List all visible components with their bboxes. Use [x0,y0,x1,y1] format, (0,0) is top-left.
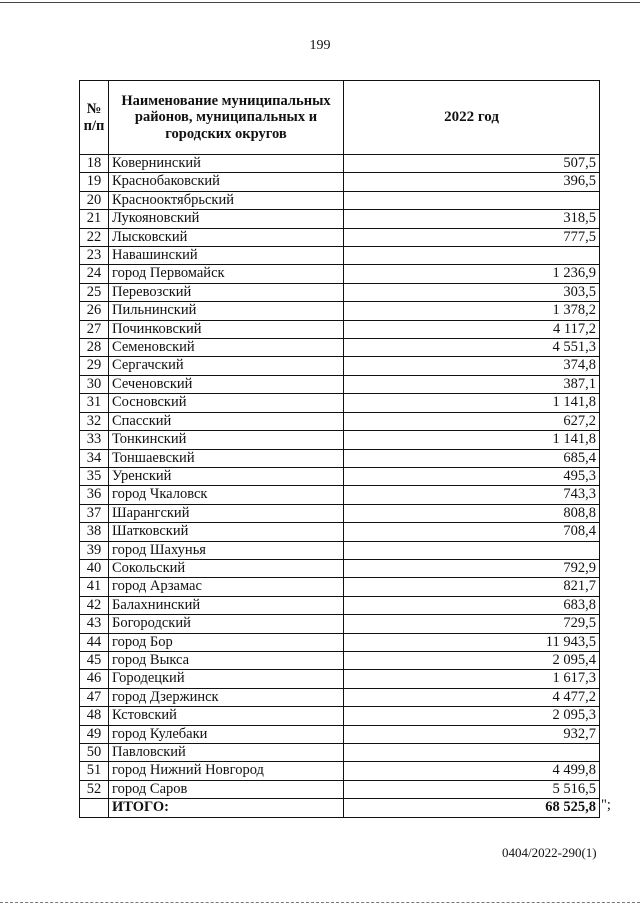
row-value: 627,2 [344,412,600,430]
row-name: Тонкинский [109,431,344,449]
row-number: 20 [80,191,109,209]
row-number: 48 [80,707,109,725]
table-row [80,633,600,651]
table-row [80,541,600,559]
closing-quote-mark: "; [601,797,611,813]
row-value: 387,1 [344,375,600,393]
table-row [80,688,600,706]
row-name: Сокольский [109,559,344,577]
row-name: Шарангский [109,504,344,522]
total-number-cell [80,799,109,817]
table-row [80,302,600,320]
table-row [80,173,600,191]
row-number: 30 [80,375,109,393]
table-row [80,725,600,743]
row-number: 49 [80,725,109,743]
row-value: 4 477,2 [344,688,600,706]
row-value: 685,4 [344,449,600,467]
row-number: 38 [80,523,109,541]
row-value: 808,8 [344,504,600,522]
row-number: 34 [80,449,109,467]
table-row [80,559,600,577]
table-footer [80,799,600,817]
row-number: 18 [80,155,109,173]
row-name: Перевозский [109,283,344,301]
row-name: Богородский [109,615,344,633]
row-name: Навашинский [109,247,344,265]
row-value [344,541,600,559]
row-value: 11 943,5 [344,633,600,651]
row-name: Балахнинский [109,596,344,614]
budget-table [79,80,600,818]
total-value: 68 525,8 [344,799,600,817]
row-name: Павловский [109,744,344,762]
row-number: 46 [80,670,109,688]
row-value: 4 117,2 [344,320,600,338]
row-number: 52 [80,780,109,798]
row-number: 40 [80,559,109,577]
row-number: 44 [80,633,109,651]
document-code: 0404/2022-290(1) [502,845,597,860]
table-row [80,155,600,173]
row-value: 1 141,8 [344,394,600,412]
row-number: 47 [80,688,109,706]
table-row [80,467,600,485]
row-number: 19 [80,173,109,191]
table-header [80,81,600,155]
total-label: ИТОГО: [109,799,344,817]
table-row [80,339,600,357]
table-row [80,320,600,338]
row-number: 32 [80,412,109,430]
header-row [80,81,600,155]
table-row [80,283,600,301]
table-row [80,357,600,375]
row-value: 777,5 [344,228,600,246]
row-value [344,744,600,762]
row-value: 1 378,2 [344,302,600,320]
row-name: город Чкаловск [109,486,344,504]
table-row [80,762,600,780]
row-name: Сергачский [109,357,344,375]
row-number: 36 [80,486,109,504]
row-value: 729,5 [344,615,600,633]
row-value: 683,8 [344,596,600,614]
row-number: 43 [80,615,109,633]
row-value: 2 095,3 [344,707,600,725]
row-name: Уренский [109,467,344,485]
table-row [80,707,600,725]
table-row [80,615,600,633]
row-value: 4 551,3 [344,339,600,357]
row-number: 25 [80,283,109,301]
table-row [80,191,600,209]
row-name: город Первомайск [109,265,344,283]
row-value [344,191,600,209]
row-number: 27 [80,320,109,338]
row-name: город Саров [109,780,344,798]
row-name: Семеновский [109,339,344,357]
table-row [80,670,600,688]
row-number: 41 [80,578,109,596]
table-row [80,651,600,669]
table-row [80,449,600,467]
row-number: 31 [80,394,109,412]
table-row [80,412,600,430]
row-value: 743,3 [344,486,600,504]
row-number: 45 [80,651,109,669]
row-value: 1 617,3 [344,670,600,688]
row-name: город Арзамас [109,578,344,596]
row-value: 318,5 [344,210,600,228]
row-number: 39 [80,541,109,559]
row-name: Сосновский [109,394,344,412]
table-row [80,247,600,265]
row-number: 37 [80,504,109,522]
row-number: 26 [80,302,109,320]
table-row [80,596,600,614]
row-number: 42 [80,596,109,614]
bottom-border-line [0,902,640,903]
header-name: Наименование муниципальных районов, муниципальных и городских округов [109,81,344,155]
table-row [80,486,600,504]
table-row [80,431,600,449]
row-number: 51 [80,762,109,780]
row-value: 374,8 [344,357,600,375]
row-value: 821,7 [344,578,600,596]
row-number: 35 [80,467,109,485]
table-row [80,228,600,246]
row-name: Краснобаковский [109,173,344,191]
total-row [80,799,600,817]
row-value [344,247,600,265]
row-value: 5 516,5 [344,780,600,798]
table-row [80,265,600,283]
row-name: Спасский [109,412,344,430]
row-value: 2 095,4 [344,651,600,669]
row-name: Пильнинский [109,302,344,320]
row-value: 792,9 [344,559,600,577]
table-row [80,504,600,522]
row-name: Сеченовский [109,375,344,393]
row-value: 708,4 [344,523,600,541]
row-value: 4 499,8 [344,762,600,780]
row-name: Лысковский [109,228,344,246]
table-body [80,155,600,799]
row-number: 28 [80,339,109,357]
row-number: 23 [80,247,109,265]
row-value: 495,3 [344,467,600,485]
header-year: 2022 год [344,81,600,155]
row-name: Ковернинский [109,155,344,173]
row-number: 50 [80,744,109,762]
row-name: город Выкса [109,651,344,669]
table-row [80,744,600,762]
row-value: 932,7 [344,725,600,743]
page-number: 199 [309,38,331,53]
row-number: 33 [80,431,109,449]
row-name: город Бор [109,633,344,651]
row-name: Лукояновский [109,210,344,228]
table-row [80,210,600,228]
row-name: Тоншаевский [109,449,344,467]
table-row [80,780,600,798]
row-number: 29 [80,357,109,375]
top-border-line [0,2,640,3]
row-value: 1 141,8 [344,431,600,449]
table-row [80,375,600,393]
row-value: 1 236,9 [344,265,600,283]
row-name: город Нижний Новгород [109,762,344,780]
header-number: № п/п [80,81,109,155]
row-name: Шатковский [109,523,344,541]
row-name: Городецкий [109,670,344,688]
row-value: 303,5 [344,283,600,301]
row-number: 24 [80,265,109,283]
row-value: 396,5 [344,173,600,191]
row-name: город Кулебаки [109,725,344,743]
table-row [80,578,600,596]
table-row [80,394,600,412]
row-number: 22 [80,228,109,246]
row-name: Починковский [109,320,344,338]
row-value: 507,5 [344,155,600,173]
row-name: Кстовский [109,707,344,725]
table-row [80,523,600,541]
row-name: Краснооктябрьский [109,191,344,209]
row-name: город Дзержинск [109,688,344,706]
row-number: 21 [80,210,109,228]
row-name: город Шахунья [109,541,344,559]
